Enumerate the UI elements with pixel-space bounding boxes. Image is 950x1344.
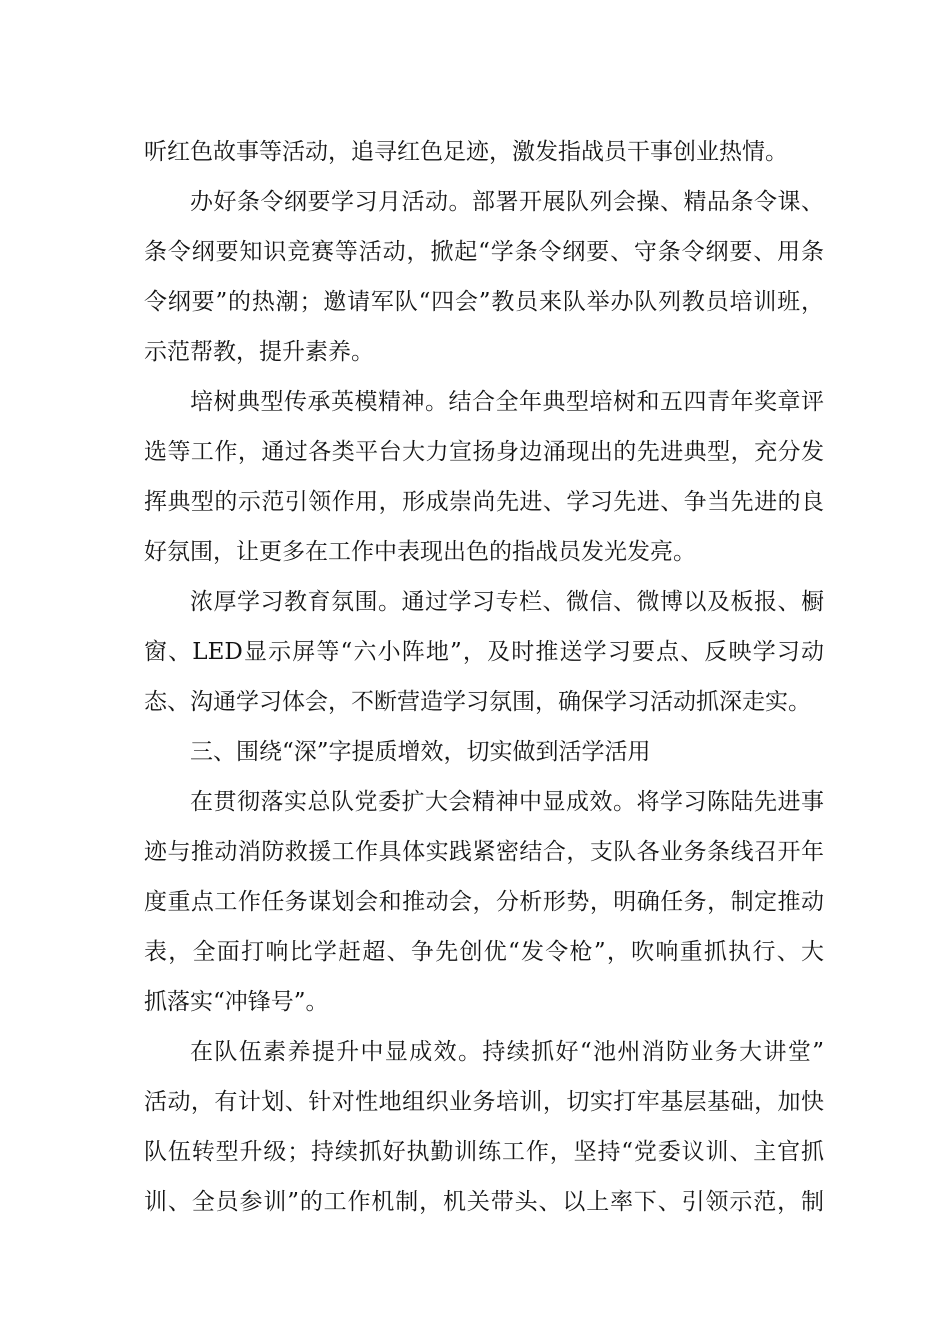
section-heading: 三、围绕“深”字提质增效，切实做到活学活用 xyxy=(190,739,651,765)
text-line: 活动，有计划、针对性地组织业务培训，切实打牢基层基础，加快 xyxy=(144,1089,824,1115)
text-line: 度重点工作任务谋划会和推动会，分析形势，明确任务，制定推动 xyxy=(144,889,824,915)
text-line: 选等工作，通过各类平台大力宣扬身边涌现出的先进典型，充分发 xyxy=(144,439,824,465)
paragraph-start-line: 浓厚学习教育氛围。通过学习专栏、微信、微博以及板报、橱 xyxy=(190,589,824,615)
text-line: 听红色故事等活动，追寻红色足迹，激发指战员干事创业热情。 xyxy=(144,139,788,165)
text-line: 态、沟通学习体会，不断营造学习氛围，确保学习活动抓深走实。 xyxy=(144,689,811,715)
paragraph-start-line: 办好条令纲要学习月活动。部署开展队列会操、精品条令课、 xyxy=(190,189,824,215)
paragraph-start-line: 在队伍素养提升中显成效。持续抓好“池州消防业务大讲堂” xyxy=(190,1039,824,1065)
text-line: 条令纲要知识竞赛等活动，掀起“学条令纲要、守条令纲要、用条 xyxy=(144,239,824,265)
text-line: 令纲要”的热潮；邀请军队“四会”教员来队举办队列教员培训班， xyxy=(144,289,824,315)
text-line: 训、全员参训”的工作机制，机关带头、以上率下、引领示范，制 xyxy=(144,1189,824,1215)
text-line: 挥典型的示范引领作用，形成崇尚先进、学习先进、争当先进的良 xyxy=(144,489,824,515)
text-line: 迹与推动消防救援工作具体实践紧密结合，支队各业务条线召开年 xyxy=(144,839,824,865)
text-line: 示范帮教，提升素养。 xyxy=(144,339,374,365)
text-line: 抓落实“冲锋号”。 xyxy=(144,989,329,1015)
paragraph-start-line: 在贯彻落实总队党委扩大会精神中显成效。将学习陈陆先进事 xyxy=(190,789,824,815)
text-line: 窗、LED显示屏等“六小阵地”，及时推送学习要点、反映学习动 xyxy=(144,639,824,665)
text-line: 队伍转型升级；持续抓好执勤训练工作，坚持“党委议训、主官抓 xyxy=(144,1139,824,1165)
paragraph-start-line: 培树典型传承英模精神。结合全年典型培树和五四青年奖章评 xyxy=(190,389,824,415)
text-line: 好氛围，让更多在工作中表现出色的指战员发光发亮。 xyxy=(144,539,696,565)
text-line: 表，全面打响比学赶超、争先创优“发令枪”，吹响重抓执行、大 xyxy=(144,939,824,965)
